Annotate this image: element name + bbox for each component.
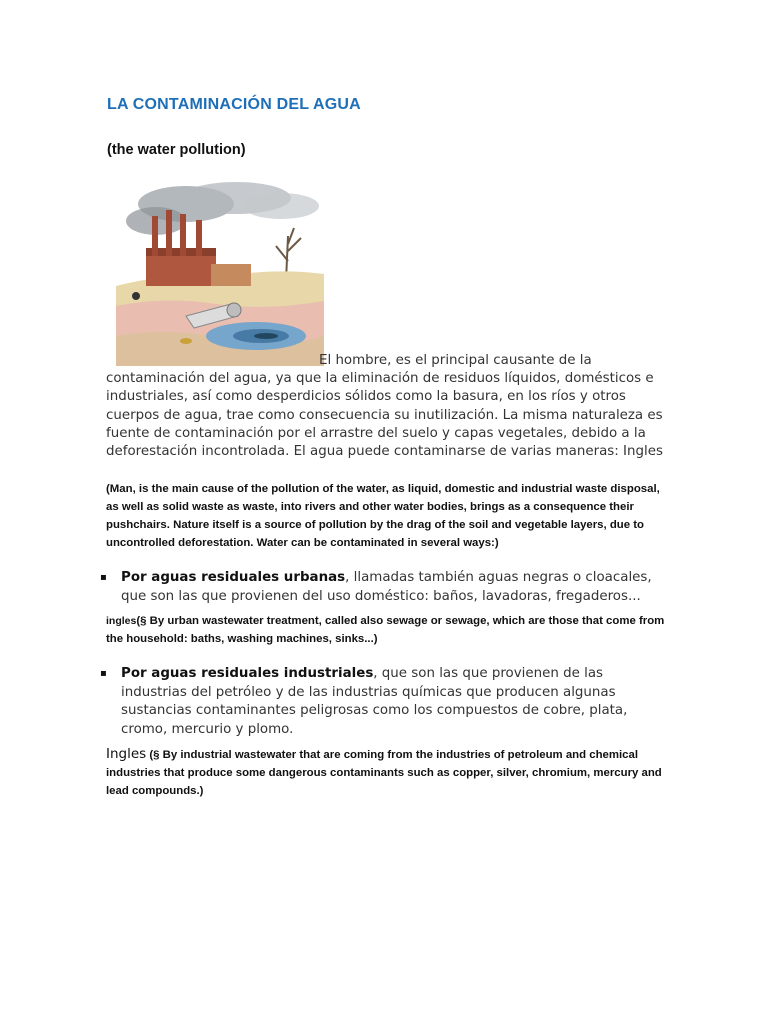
factory-water-pollution-illustration <box>116 176 324 366</box>
english-label: ingles <box>106 615 137 627</box>
english-label: Ingles <box>106 746 147 762</box>
page-subtitle: (the water pollution) <box>107 142 246 158</box>
english-translation <box>106 745 686 800</box>
bullet-heading: Por aguas residuales urbanas <box>121 570 346 585</box>
page-title: LA CONTAMINACIÓN DEL AGUA <box>107 96 361 113</box>
spanish-paragraph <box>106 352 666 461</box>
bullet-text: , llamadas también aguas negras o cloacales, que son las que provienen del uso doméstico: baños, lavadoras, fregaderos... <box>121 570 652 604</box>
english-paragraph: (Man, is the main cause of the pollution of the water, as liquid, domestic and industrial waste disposal, as well as solid waste as waste, into rivers and other water bodies, brings as a consequence their pushchairs. Nature itself is a source of pollution by the drag of the soil and vegetable layers, due to uncontrolled deforestation. Water can be contaminated in several ways:) <box>106 483 660 549</box>
bullet-heading: Por aguas residuales industriales <box>121 666 374 681</box>
bullet-text: , que son las que provienen de las industrias del petróleo y de las industrias químicas que producen algunas sustancias contaminantes peligrosas como los compuestos de cobre, plata, cromo, mercurio y plomo. <box>121 666 628 737</box>
english-translation <box>106 612 666 648</box>
paragraph-lead: El hombre, es el principal causante de la <box>319 353 592 368</box>
bullet-marker: ▪ <box>100 572 107 583</box>
english-text: (§ By urban wastewater treatment, called also sewage or sewage, which are those that come from the household: baths, washing machines, sinks...) <box>106 615 665 645</box>
bullet-marker: ▪ <box>100 668 107 679</box>
english-text: (§ By industrial wastewater that are coming from the industries of petroleum and chemical industries that produce some dangerous contaminants such as copper, silver, chromium, mercury and lead compounds.) <box>106 749 662 797</box>
paragraph-body: contaminación del agua, ya que la eliminación de residuos líquidos, domésticos e industriales, así como desperdicios sólidos como la basura, en los ríos y otros cuerpos de agua, trae como consecuencia su inutilización. La misma naturaleza es fuente de contaminación por el arrastre del suelo y capas vegetales, debido a la deforestación incontrolada. El agua puede contaminarse de varias maneras: Ingles <box>106 371 663 460</box>
